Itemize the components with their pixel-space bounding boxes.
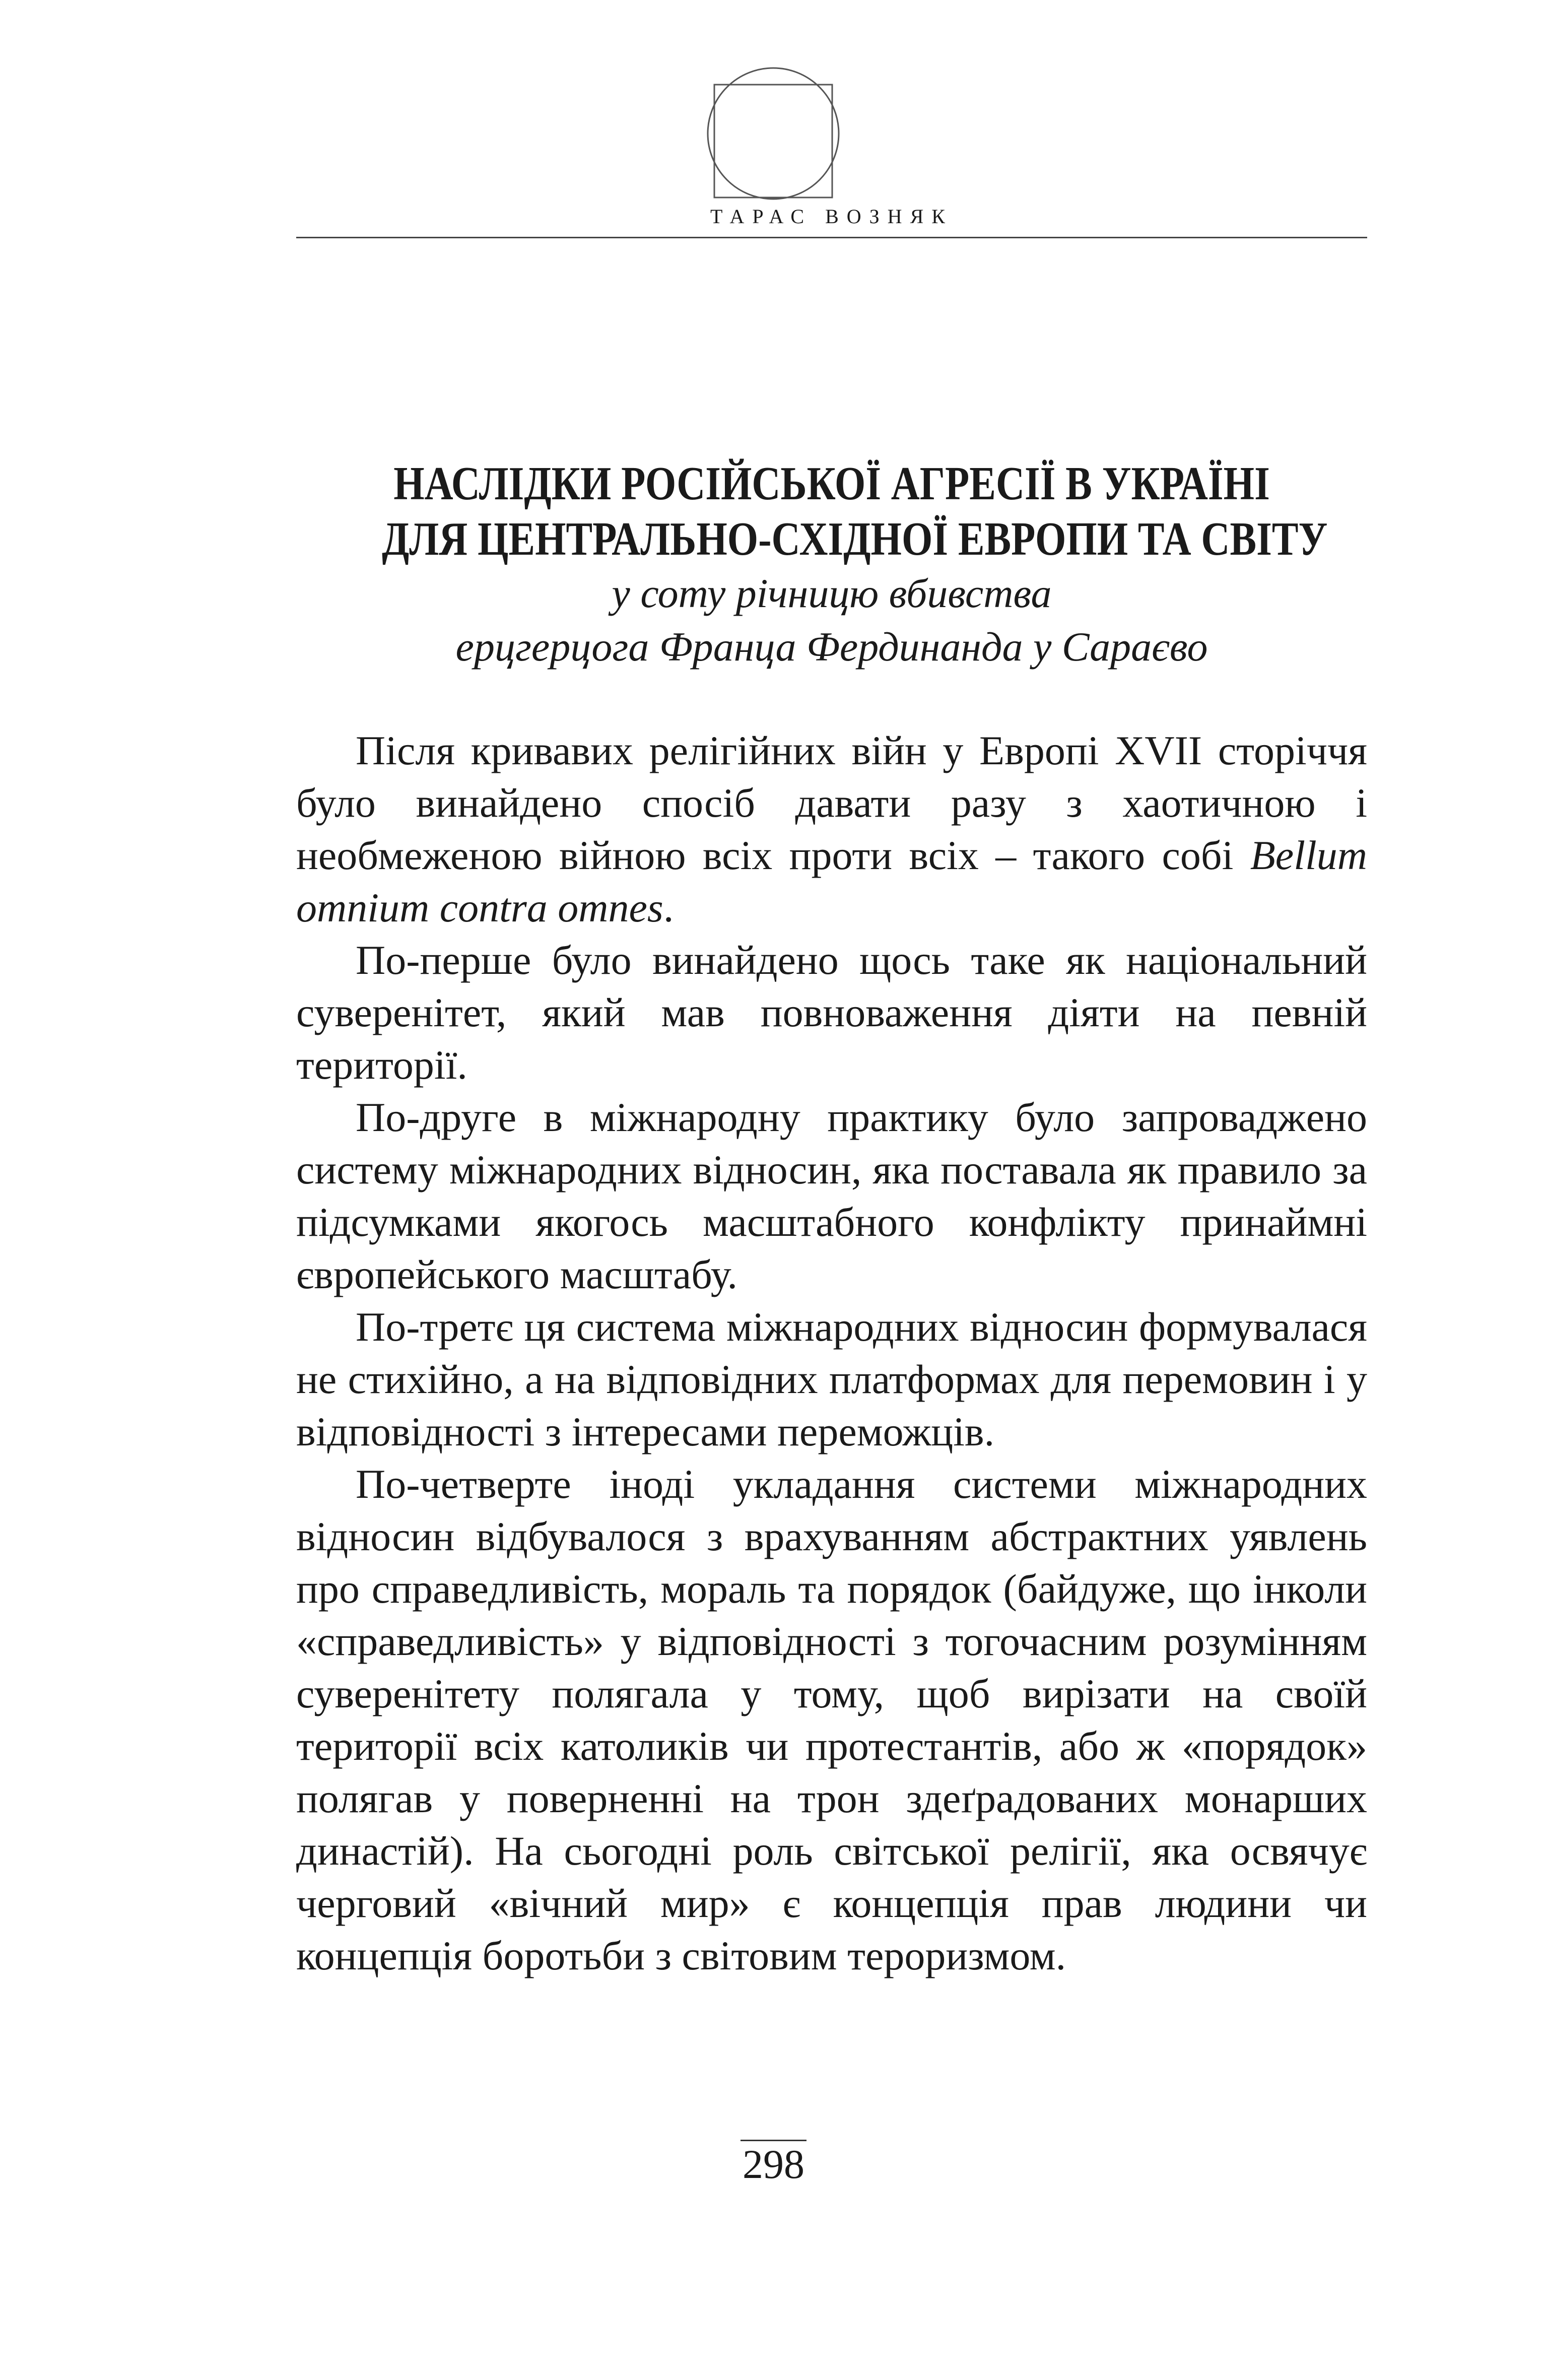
paragraph-2: По-перше було винайдено щось таке як національний суверенітет, який мав повноваження діяти на певній території.: [296, 937, 1367, 1088]
paragraph-1-text: Після кривавих релігійних війн у Европі XVII сторіччя було винайдено спосіб давати разу з хаотичною і необмеженою війною всіх проти всіх – такого собі: [296, 728, 1367, 878]
page-number: [0, 2140, 1547, 2189]
title-line-1: НАСЛІДКИ РОСІЙСЬКОЇ АГРЕСІЇ В УКРАЇНІ: [393, 457, 1270, 510]
subtitle-line-2: ерцгерцога Франца Фердинанда у Сараєво: [455, 624, 1208, 670]
paragraph-4: По-третє ця система міжнародних відносин формувалася не стихійно, а на відповідних платформах для перемовин і у відповідності з інтересами переможців.: [296, 1304, 1367, 1455]
article-heading: [296, 456, 1367, 674]
running-head-author: ТАРАС ВОЗНЯК: [710, 205, 953, 228]
title-line-2: ДЛЯ ЦЕНТРАЛЬНО-СХІДНОЇ ЕВРОПИ ТА СВІТУ: [382, 513, 1328, 565]
paragraph-5: По-четверте іноді укладання системи міжнародних відносин відбувалося з врахуванням абстрактних уявлень про справедливість, мораль та порядок (байдуже, що інколи «справедливість» у відповідності з тогочасним розумінням суверенітету полягала у тому, щоб вирізати на своїй території всіх католиків чи протестантів, або ж «порядок» полягав у поверненні на трон здеґрадованих монарших династій). На сьогодні роль світської релігії, яка освячує черговий «вічний мир» є концепція прав людини чи концепція боротьби з світовим тероризмом.: [296, 1461, 1367, 1978]
circle-square-emblem-icon: [705, 65, 841, 202]
paragraph-3: По-друге в міжнародну практику було запроваджeно систему міжнародних відносин, яка поставала як правило за підсумками якогось масштабного конфлікту принаймні європейського масштабу.: [296, 1094, 1367, 1297]
subtitle-line-1: у соту річницю вбивства: [612, 570, 1052, 616]
page-number-value: 298: [741, 2140, 806, 2187]
article-body: [296, 724, 1367, 1982]
paragraph-1-tail: .: [663, 885, 674, 931]
paragraph-1: [296, 724, 1367, 934]
paragraph-1-latin-phrase: Bellum omnium contra omnes: [296, 832, 1367, 931]
header-rule: [296, 237, 1367, 238]
